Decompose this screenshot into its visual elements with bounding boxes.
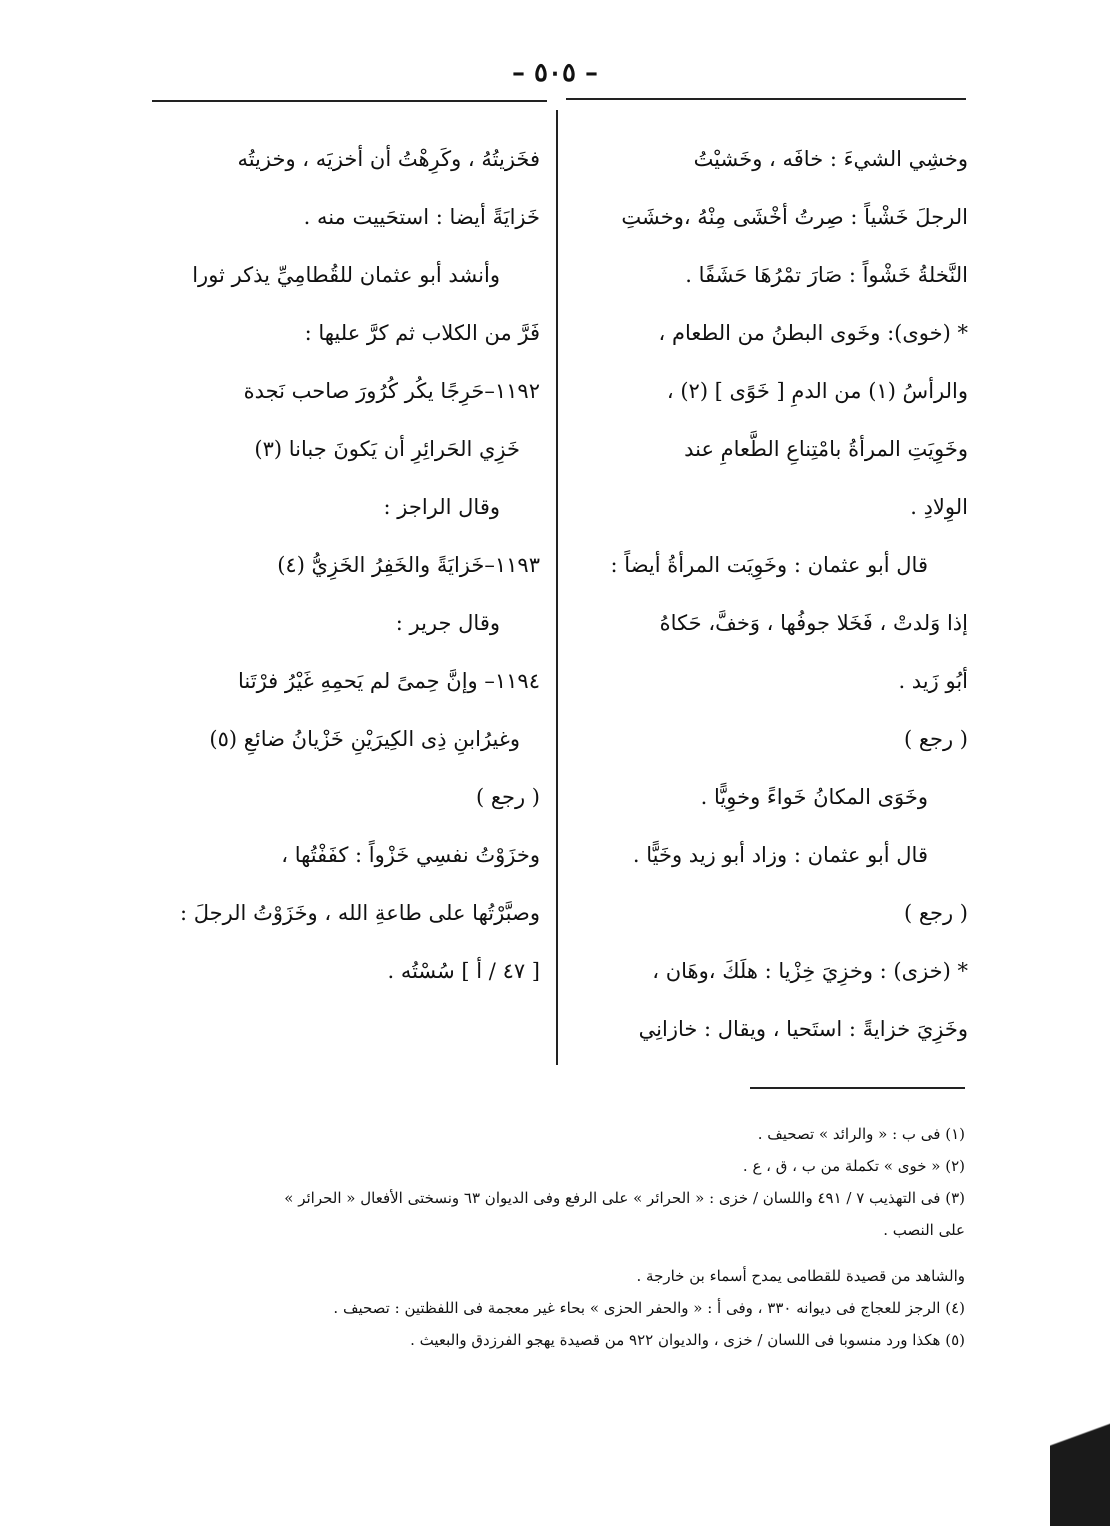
text-line: وخَزِيَ خزايةً : استَحيا ، ويقال : خازانِي <box>638 1017 968 1041</box>
return-marker: ( رجع ) <box>903 901 968 925</box>
return-marker: ( رجع ) <box>475 785 540 809</box>
footnote-rule <box>750 1087 965 1089</box>
verse-line: ١١٩٣–خَزايَةً والخَفِرُ الخَزِيُّ (٤) <box>277 553 540 577</box>
folio-reference-line: [ ٤٧ / أ ] سُسْتُه . <box>387 959 540 983</box>
return-marker: ( رجع ) <box>903 727 968 751</box>
verse-line: ١١٩٤– وإنَّ حِمىً لم يَحمِهِ غَيْرُ فرْتَنا <box>238 669 540 693</box>
header-rule-left <box>152 100 547 102</box>
verse-line: وغيرُابنِ ذِى الكِيرَيْنِ خَزْيانُ ضائعِ (٥) <box>209 727 520 751</box>
footnote: (١) فى ب : « والرائد » تصحيف . <box>757 1125 965 1143</box>
text-line: وأنشد أبو عثمان للقُطامِيِّ يذكر ثورا <box>192 263 500 287</box>
text-line: وخزَوْتُ نفسِي خَزْواً : كفَفْتُها ، <box>281 843 540 867</box>
right-column <box>578 130 968 1058</box>
footnote-continuation: على النصب . <box>883 1221 965 1239</box>
text-line: قال أبو عثمان : وخَوِيَت المرأةُ أيضاً : <box>610 553 928 577</box>
entry-header-line: * (خوى): وخَوى البطنُ من الطعام ، <box>658 321 968 345</box>
text-line: وخَوِيَتِ المرأةُ بامْتِناعِ الطَّعامِ عند <box>684 437 968 461</box>
column-divider <box>556 110 558 1065</box>
footnote: (٤) الرجز للعجاج فى ديوانه ٣٣٠ ، وفى أ : « والحفر الحزى » بحاء غير معجمة فى اللفظتين : تصحيف . <box>333 1299 965 1317</box>
header-rule-right <box>566 98 966 100</box>
verse-line: ١١٩٢–حَرِجًا يكُر كُرُورَ صاحب نَجدة <box>243 379 540 403</box>
text-line: أبُو زَيد . <box>898 669 968 693</box>
footnote-note: والشاهد من قصيدة للقطامى يمدح أسماء بن خارجة . <box>636 1267 965 1285</box>
left-column <box>160 130 540 1000</box>
text-line: والرأسُ (١) من الدمِ [ خَوًى ] (٢) ، <box>666 379 968 403</box>
page-number: – ٥٠٥ – <box>511 58 599 88</box>
text-line: وخَوَى المكانُ خَواءً وخوِيًّا . <box>700 785 928 809</box>
text-line: الوِلادِ . <box>910 495 968 519</box>
text-line: النَّخلةُ خَشْواً : صَارَ تمْرُهَا حَشَفًا . <box>685 263 968 287</box>
verse-line: خَزِي الحَرائِرِ أن يَكونَ جبانا (٣) <box>254 437 520 461</box>
footnote: (٥) هكذا ورد منسوبا فى اللسان / خزى ، والديوان ٩٢٢ من قصيدة يهجو الفرزدق والبعيث . <box>410 1331 965 1349</box>
footnotes <box>150 1118 965 1356</box>
footnote: (٣) فى التهذيب ٧ / ٤٩١ واللسان / خزى : « الحرائر » على الرفع وفى الديوان ٦٣ ونسختى الأفعال « الحرائر » <box>284 1189 965 1207</box>
footnote: (٢) « خوى » تكملة من ب ، ق ، ع . <box>742 1157 965 1175</box>
page-corner-shadow <box>1050 1376 1110 1526</box>
text-line: قال أبو عثمان : وزاد أبو زيد وخَيًّا . <box>632 843 928 867</box>
text-line: وقال جرير : <box>395 611 500 635</box>
text-line: خَزايَةً أيضا : استحَييت منه . <box>303 205 540 229</box>
text-line: إذا وَلدتْ ، فَخَلا جوفُها ، وَخفَّ، حَكاهُ <box>659 611 968 635</box>
entry-header-line: * (خزى) : وخزِيَ خِزْيا : هلَكَ ،وهَان ، <box>652 959 968 983</box>
text-line: الرجلَ خَشْياً : صِرتُ أخْشَى مِنْهُ ،وخشَتِ <box>621 205 968 229</box>
text-line: وخشِي الشيءَ : خافَه ، وخَشيْتُ <box>693 147 968 171</box>
text-line: فخَزيتُهُ ، وكَرِهْتُ أن أخزيَه ، وخزيتُه <box>237 147 540 171</box>
text-line: فَرَّ من الكلاب ثم كرَّ عليها : <box>304 321 540 345</box>
text-line: وصبَّرْتُها على طاعةِ الله ، وخَزَوْتُ الرجلَ : <box>179 901 540 925</box>
text-line: وقال الراجز : <box>383 495 500 519</box>
